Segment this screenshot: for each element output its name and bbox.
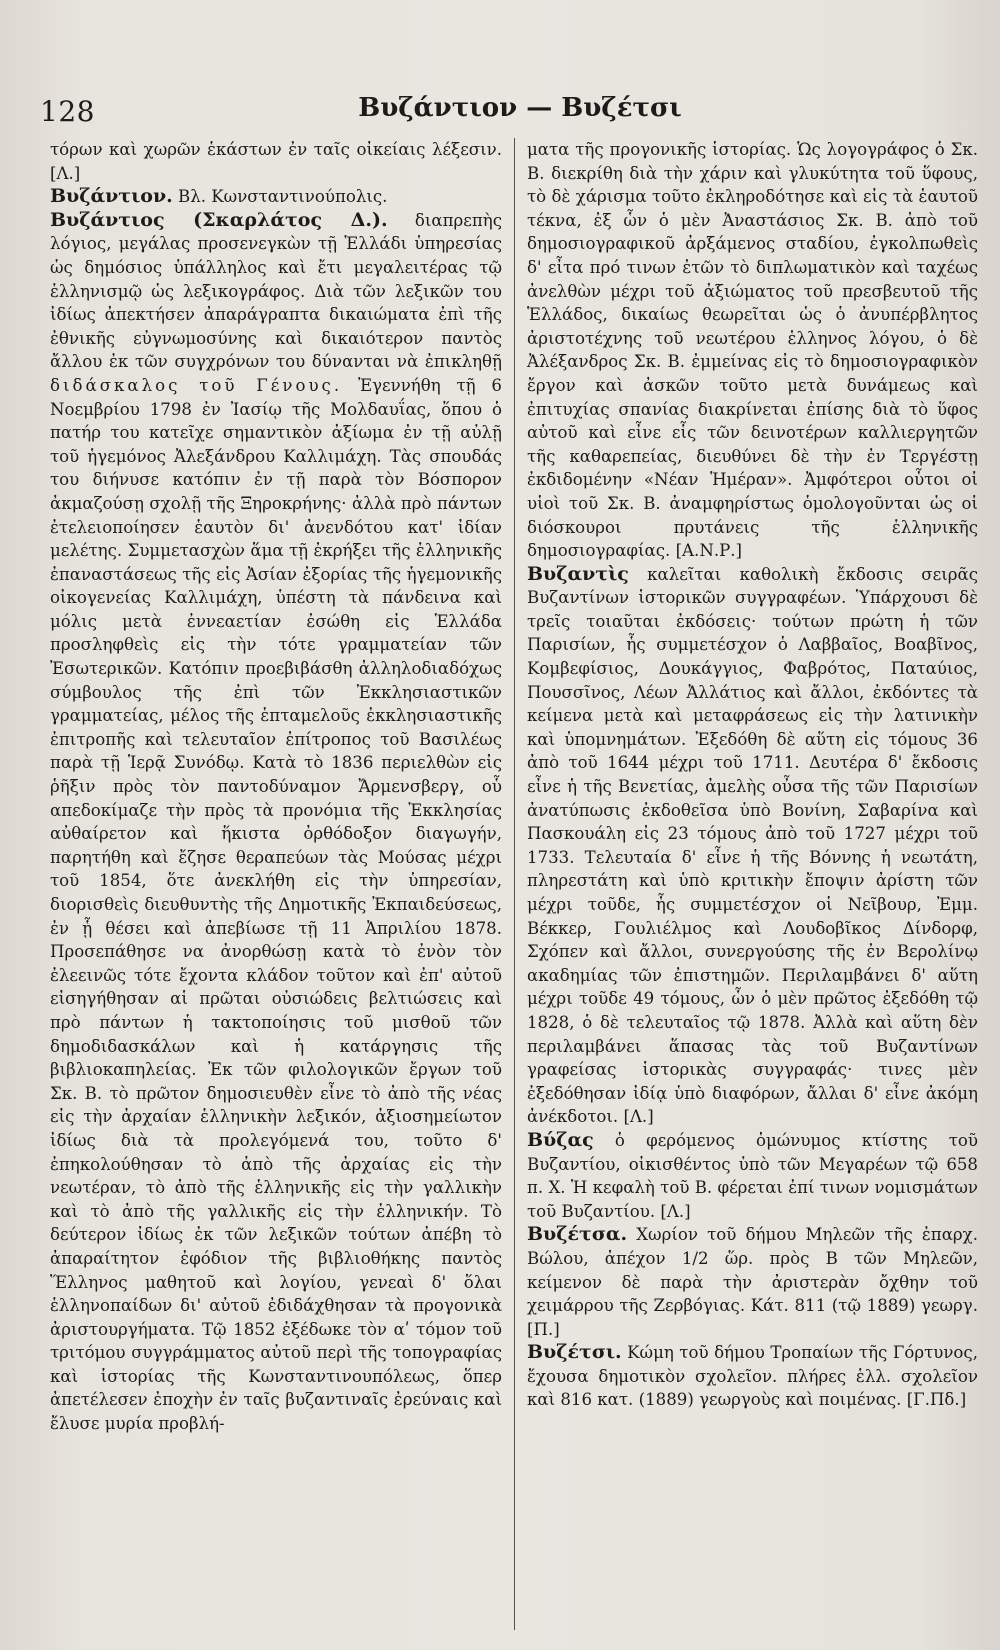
page-number: 128 (40, 95, 95, 128)
entry-text: Ἐγεννήθη τῇ 6 Νοεμβρίου 1798 ἐν Ἰασίῳ τῆς Μολδαυΐας, ὅπου ὁ πατήρ του κατεῖχε σημαντικὸν ἀξίωμα ἐν τῇ αὐλῇ τοῦ ἡγεμόνος Ἀλεξάνδρου Καλλιμάχη. Τὰς σπουδάς του διήνυσε κατόπιν ἐν τῇ παρὰ τὸν Βόσπορον ἀκμαζούσῃ σχολῇ τῆς Ξηροκρήνης· ἀλλὰ πρὸ πάντων ἐτελειοποίησεν ἑαυτὸν δι' ἀνενδότου κατ' ἰδίαν μελέτης. Συμμετασχὼν ἅμα τῇ ἐκρήξει τῆς ἑλληνικῆς ἐπαναστάσεως τῆς εἰς Ἀσίαν ἐξορίας τῆς ἡγεμονικῆς οἰκογενείας Καλλιμάχη, ὑπέστη τὰ πάνδεινα καὶ μόλις μετὰ ἐννεαετίαν ἐσώθη εἰς Ἑλλάδα προσληφθεὶς εἰς τὴν τότε γραμματείαν τῶν Ἐσωτερικῶν. Κατόπιν προεβιβάσθη ἀλληλοδιαδόχως σύμβουλος τῆς ἐπὶ τῶν Ἐκκλησιαστικῶν γραμματείας, μέλος τῆς ἑπταμελοῦς ἐκκλησιαστικῆς ἐπιτροπῆς καὶ τελευταῖον ἐπίτροπος τοῦ Βασιλέως παρὰ τῇ Ἱερᾷ Συνόδῳ. Κατὰ τὸ 1836 περιελθὼν εἰς ῥῆξιν πρὸς τὸν παντοδύναμον Ἄρμενσβεργ, οὗ απεδοκίμαζε τὴν πρὸς τὰ προνόμια τῆς Ἐκκλησίας αὐθαίρετον καὶ ἥκιστα ὀρθόδοξον διαγωγήν, παρητήθη καὶ ἔζησε θεραπεύων τὰς Μούσας μέχρι τοῦ 1854, ὅτε ἀνεκλήθη εἰς τὴν ὑπηρεσίαν, διορισθεὶς διευθυντὴς τῆς Δημοτικῆς Ἐκπαιδεύσεως, ἐν ᾗ θέσει καὶ ἀπεβίωσε τῇ 11 Ἀπριλίου 1878. Προσεπάθησε να ἀνορθώσῃ κατὰ τὸ ἐνὸν τὸν ἐλεεινῶς τότε ἔχοντα κλάδον τοῦτον καὶ ἐπ' αὐτοῦ εἰσηγήθησαν αἱ πρῶται οὐσιώδεις βελτιώσεις καὶ πρὸ πάντων ἡ τακτοποίησις τοῦ μισθοῦ τῶν δημοδιδασκάλων καὶ ἡ κατάργησις τῆς βιβλιοκαπηλείας. Ἐκ τῶν φιλολογικῶν ἔργων τοῦ Σκ. Β. τὸ πρῶτον δημοσιευθὲν εἶνε τὸ ἀπὸ τῆς νέας εἰς τὴν ἀρχαίαν ἑλληνικὴν λεξικόν, ἀξιοσημείωτον ἰδίως διὰ τὰ προλεγόμενά του, τοῦτο δ' ἐπηκολούθησαν τὸ ἀπὸ τῆς ἀρχαίας εἰς τὴν νεωτέραν, τὸ ἀπὸ τῆς ἑλληνικῆς εἰς τὴν γαλλικὴν καὶ τὸ ἀπὸ τῆς γαλλικῆς εἰς τὴν ἑλληνικήν. Τὸ δεύτερον ἰδίως ἐκ τῶν λεξικῶν τούτων ἀπέβη τὸ ἀπαραίτητον ἐφόδιον τῆς βιβλιοθήκης παντὸς Ἕλληνος μαθητοῦ καὶ λογίου, γενεαὶ δ' ὅλαι ἑλληνοπαίδων δι' αὐτοῦ ἐδιδάχθησαν τὰ προγονικὰ ἀριστουργήματα. Τῷ 1852 ἐξέδωκε τὸν αʹ τόμον τοῦ τριτόμου συγγράμματος αὐτοῦ περὶ τῆς τοπογραφίας καὶ ἱστορίας τῆς Κωνσταντινουπόλεως, ὅπερ ἀπετέλεσεν ἐποχὴν ἐν ταῖς βυζαντιναῖς ἐρεύναις καὶ ἔλυσε μυρία προβλή- (50, 375, 502, 1434)
entry-byzantis (527, 563, 978, 1129)
entry-headword: Βυζέτσα. (527, 1223, 628, 1246)
entry-spaced-phrase: διδάσκαλος τοῦ Γένους. (50, 375, 343, 395)
entry-text: καλεῖται καθολικὴ ἔκδοσις σειρᾶς Βυζαντίνων ἱστορικῶν συγγραφέων. Ὑπάρχουσι δὲ τρεῖς τοιαῦται ἐκδόσεις· τούτων πρώτη ἡ τῶν Παρισίων, ἧς συμμετέσχον ὁ Λαββαῖος, Βοαβῖνος, Κομβεφίσιος, Δουκάγγιος, Φαβρότος, Παταύιος, Πουσσῖνος, Λέων Ἀλλάτιος καὶ ἄλλοι, ἐκδόντες τὰ κείμενα μετὰ καὶ μεταφράσεως εἰς τὴν λατινικὴν καὶ ὑπομνημάτων. Ἐξεδόθη δὲ αὕτη εἰς τόμους 36 ἀπὸ τοῦ 1644 μέχρι τοῦ 1711. Δευτέρα δ' ἔκδοσις εἶνε ἡ τῆς Βενετίας, ἀμελὴς οὖσα τῆς τῶν Παρισίων ἀνατύπωσις ἐκδοθεῖσα ὑπὸ Βονίνη, Σαβαρίνα καὶ Πασκουάλη εἰς 23 τόμους ἀπὸ τοῦ 1727 μέχρι τοῦ 1733. Τελευταία δ' εἶνε ἡ τῆς Βόννης ἡ νεωτάτη, πληρεστάτη καὶ ὑπὸ κριτικὴν ἔποψιν ἀρίστη τῶν μέχρι τοῦδε, ἧς συμμετέσχον οἱ Νεῖβουρ, Ἐμμ. Βέκκερ, Γουλιέλμος καὶ Λουδοβῖκος Δίνδορφ, Σχόπεν καὶ ἄλλοι, συνεργούσης τῆς ἐν Βερολίνῳ ακαδημίας τῶν ἐπιστημῶν. Περιλαμβάνει δ' αὕτη μέχρι τοῦδε 49 τόμους, ὧν ὁ μὲν πρῶτος ἐξεδόθη τῷ 1828, ὁ δὲ τελευταῖος τῷ 1878. Ἀλλὰ καὶ αὕτη δὲν περιλαμβάνει ἅπασας τὰς τοῦ Βυζαντίνων γραφείσας ἱστορικὰς συγγραφάς· τινες μὲν ἐξεδόθησαν ἰδίᾳ ὑπὸ διαφόρων, ἄλλαι δ' εἶνε ἀκόμη ἀνέκδοτοι. [Λ.] (527, 564, 978, 1127)
entry-byzas (527, 1129, 978, 1223)
running-head: Βυζάντιον — Βυζέτσι (358, 93, 682, 123)
entry-headword: Βυζαντὶς (527, 562, 629, 585)
left-column (50, 138, 514, 1630)
entry-text: Κώμη τοῦ δήμου Τροπαίων τῆς Γόρτυνος, ἔχουσα δημοτικὸν σχολεῖον. πλήρες ἑλλ. σχολεῖον καὶ 816 κατ. (1889) γεωργοὺς καὶ ποιμένας. [Γ.Πδ.] (527, 1343, 978, 1410)
entry-text: ὁ φερόμενος ὁμώνυμος κτίστης τοῦ Βυζαντίου, οἰκισθέντος ὑπὸ τῶν Μεγαρέων τῷ 658 π. Χ. Ἡ κεφαλὴ τοῦ Β. φέρεται ἐπί τινων νομισμάτων τοῦ Βυζαντίου. [Λ.] (527, 1130, 978, 1221)
entry-byzetsa (527, 1223, 978, 1341)
entry-text: Χωρίον τοῦ δήμου Μηλεῶν τῆς ἐπαρχ. Βώλου, ἀπέχον 1/2 ὥρ. πρὸς Β τῶν Μηλεῶν, κείμενον δὲ παρὰ τὴν ἀριστερὰν ὄχθην τοῦ χειμάρρου τῆς Ζερβόγιας. Κάτ. 811 (τῷ 1889) γεωργ. [Π.] (527, 1225, 978, 1339)
entry-byzetsi (527, 1341, 978, 1412)
entry-text: Βλ. Κωνσταντινούπολις. (172, 187, 388, 207)
paragraph-continuation: τόρων καὶ χωρῶν ἑκάστων ἐν ταῖς οἰκείαις λέξεσιν. [Λ.] (50, 140, 502, 183)
text-columns (50, 138, 978, 1630)
right-column (514, 138, 978, 1630)
entry-text: διαπρεπὴς λόγιος, μεγάλας προσενεγκὼν τῇ Ἑλλάδι ὑπηρεσίας ὡς δημόσιος ὑπάλληλος καὶ ἔτι μεγαλειτέρας τῷ ἑλληνισμῷ ὡς λεξικογράφος. Διὰ τῶν λεξικῶν του ἰδίως ἀπεκτήσεν ἀπαράγραπτα δικαιώματα ἐπὶ τῆς ἐθνικῆς εὐγνωμοσύνης καὶ δικαιότερον παντὸς ἄλλου ἐκ τῶν συγχρόνων του δύνανται νὰ ἐπικληθῇ (50, 210, 502, 372)
entry-headword: Βύζας (527, 1128, 594, 1151)
entry-headword: Βυζέτσι. (527, 1341, 622, 1364)
entry-headword: Βυζάντιον. (50, 185, 173, 208)
entry-byzantios-skarlatos (50, 209, 502, 1436)
paragraph-continuation: ματα τῆς προγονικῆς ἱστορίας. Ὡς λογογράφος ὁ Σκ. Β. διεκρίθη διὰ τὴν χάριν καὶ γλυκύτητα τοῦ ὕφους, τὸ δὲ χάρισμα τοῦτο ἐκληροδότησε καὶ εἰς τὰ ἑαυτοῦ τέκνα, ἐξ ὧν ὁ μὲν Ἀναστάσιος Σκ. Β. ἀπὸ τοῦ δημοσιογραφικοῦ ἀρξάμενος σταδίου, ἐγκολπωθεὶς δ' εἶτα πρό τινων ἐτῶν τὸ διπλωματικὸν καὶ ταχέως ἀνελθὼν μέχρι τοῦ ἀξιώματος τοῦ πρεσβευτοῦ τῆς Ἑλλάδος, δικαίως θεωρεῖται ὡς ὁ ἀνυπέρβλητος ἀριστοτέχνης τοῦ νεωτέρου ἑλληνος λόγου, ὁ δὲ Ἀλέξανδρος Σκ. Β. ἐμμείνας εἰς τὸ δημοσιογραφικὸν ἔργον καὶ ἀσκῶν τοῦτο μετὰ δυνάμεως καὶ ἐπιτυχίας σπανίας διακρίνεται ἐπίσης διὰ τὸ ὕφος αὐτοῦ καὶ εἶνε εἷς τῶν δεινοτέρων καλλιεργητῶν τῆς καθαρεπείας, διευθύνει δὲ τὴν ἐν Τεργέστῃ ἐκδιδομένην «Νέαν Ἡμέραν». Ἀμφότεροι οὗτοι οἱ υἱοὶ τοῦ Σκ. Β. ἀναμφηρίστως ὁμολογοῦνται ὡς οἱ διόσκουροι πρυτάνεις τῆς ἑλληνικῆς δημοσιογραφίας. [Α.Ν.Ρ.] (527, 140, 978, 561)
entry-headword: Βυζάντιος (Σκαρλάτος Δ.). (50, 208, 388, 231)
entry-byzantion (50, 185, 502, 209)
